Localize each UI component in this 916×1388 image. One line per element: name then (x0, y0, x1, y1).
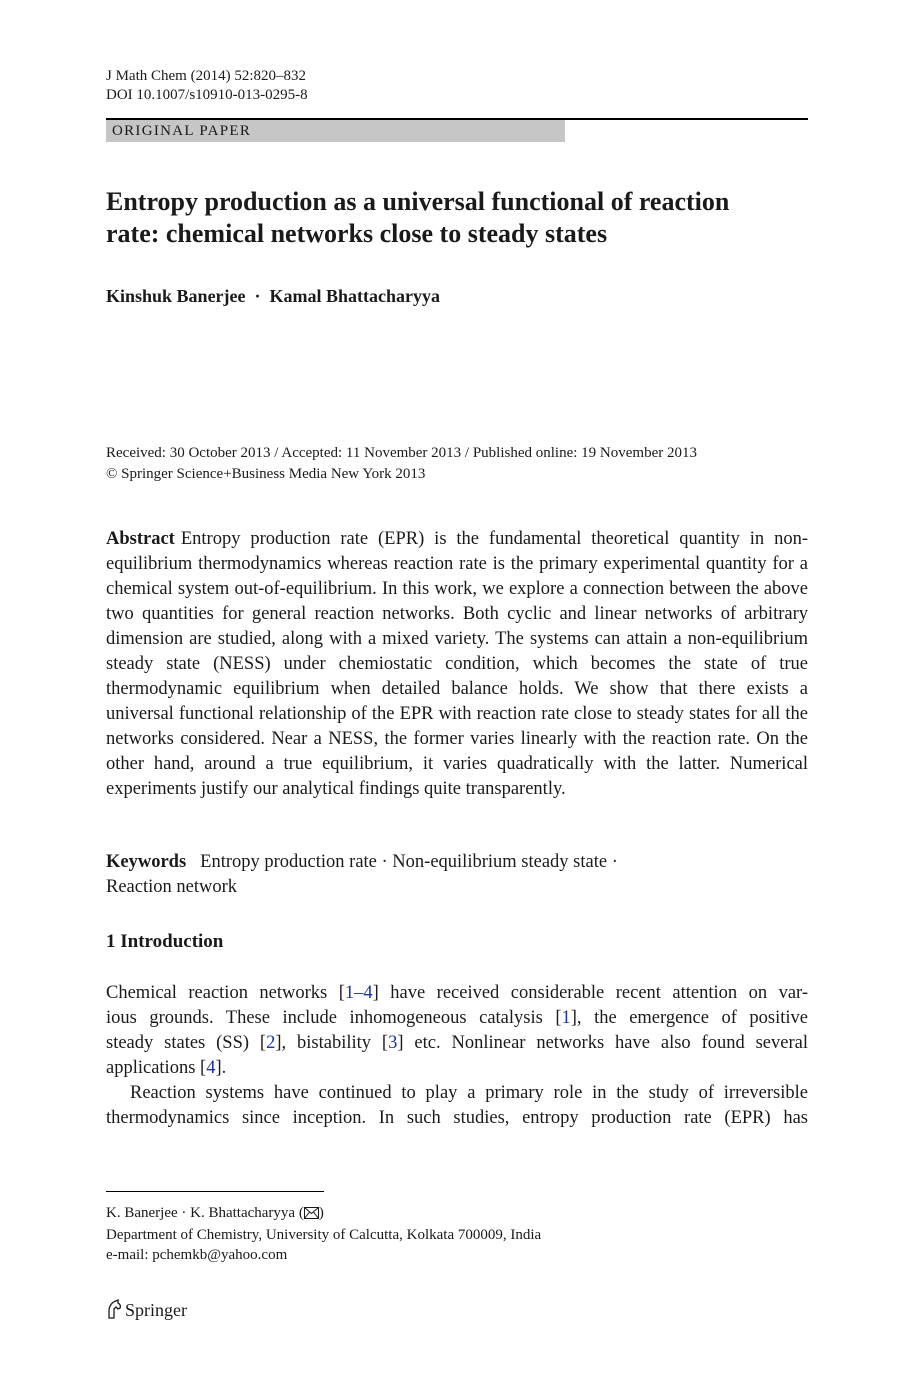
section-heading: 1 Introduction (106, 931, 224, 952)
author-list (106, 284, 440, 308)
intro-line: Chemical reaction networks [1–4] have received considerable recent attention on var- (106, 983, 808, 1003)
author-1: Kinshuk Banerjee (106, 286, 246, 306)
keywords (106, 850, 808, 900)
intro-line: applications [4]. (106, 1058, 227, 1078)
footnote-affiliation: Department of Chemistry, University of Calcutta, Kolkata 700009, India (106, 1227, 542, 1243)
article-type: ORIGINAL PAPER (112, 123, 252, 139)
keywords-line-1: Entropy production rate · Non-equilibrium steady state · (200, 852, 618, 872)
keywords-line-2: Reaction network (106, 877, 237, 897)
abstract-text: Entropy production rate (EPR) is the fundamental theoretical quantity in non-equilibrium thermodynamics whereas reaction rate is the primary experimental quantity for a chemical system out-of-equilibrium. In this work, we explore a connection between the above two quantities for general reaction networks. Both cyclic and linear networks of arbitrary dimension are studied, along with a mixed variety. The systems can attain a non-equilibrium steady state (NESS) under chemiostatic condition, which becomes the state of true thermodynamic equilibrium when detailed balance holds. We show that there exists a universal functional relationship of the EPR with reaction rate close to steady states for all the networks considered. Near a NESS, the former varies linearly with the reaction rate. On the other hand, around a true equilibrium, it varies quadratically with the latter. Numerical experiments justify our analytical findings quite transparently. (106, 529, 808, 799)
footnote-rule (106, 1191, 324, 1192)
citation-link[interactable]: 1 (561, 1008, 571, 1028)
abstract (106, 527, 808, 802)
intro-line: steady states (SS) [2], bistability [3] etc. Nonlinear networks have also found several (106, 1033, 808, 1053)
intro-line: thermodynamics since inception. In such studies, entropy production rate (EPR) has (106, 1108, 808, 1128)
intro-line: Reaction systems have continued to play a primary role in the study of irreversible (130, 1083, 808, 1103)
abstract-label: Abstract (106, 529, 175, 549)
introduction-text (106, 981, 808, 1131)
journal-citation: J Math Chem (2014) 52:820–832 (106, 68, 306, 84)
journal-info (106, 67, 308, 105)
intro-line: ious grounds. These include inhomogeneous catalysis [1], the emergence of positive (106, 1008, 808, 1028)
citation-link[interactable]: 2 (266, 1033, 276, 1053)
footnote (106, 1203, 541, 1265)
title-line-1: Entropy production as a universal functional of reaction (106, 187, 730, 216)
title-line-2: rate: chemical networks close to steady states (106, 219, 608, 248)
footnote-authors: K. Banerjee · K. Bhattacharyya ( ) (106, 1203, 541, 1225)
publication-dates: Received: 30 October 2013 / Accepted: 11 November 2013 / Published online: 19 November 2013 (106, 445, 697, 461)
article-type-bar (106, 120, 565, 142)
publication-info (106, 443, 808, 485)
publisher-logo (106, 1298, 187, 1322)
keywords-label: Keywords (106, 852, 187, 872)
citation-link[interactable]: 3 (388, 1033, 398, 1053)
springer-horse-icon (106, 1299, 122, 1319)
citation-link[interactable]: 1–4 (344, 983, 373, 1003)
author-separator: · (254, 286, 261, 306)
journal-doi: DOI 10.1007/s10910-013-0295-8 (106, 87, 308, 103)
footnote-email: e-mail: pchemkb@yahoo.com (106, 1247, 288, 1263)
citation-link[interactable]: 4 (206, 1058, 216, 1078)
author-2: Kamal Bhattacharyya (269, 286, 441, 306)
publisher-name: Springer (125, 1300, 187, 1320)
envelope-icon (304, 1205, 319, 1225)
paper-title (106, 186, 808, 250)
copyright-notice: © Springer Science+Business Media New York 2013 (106, 466, 426, 482)
